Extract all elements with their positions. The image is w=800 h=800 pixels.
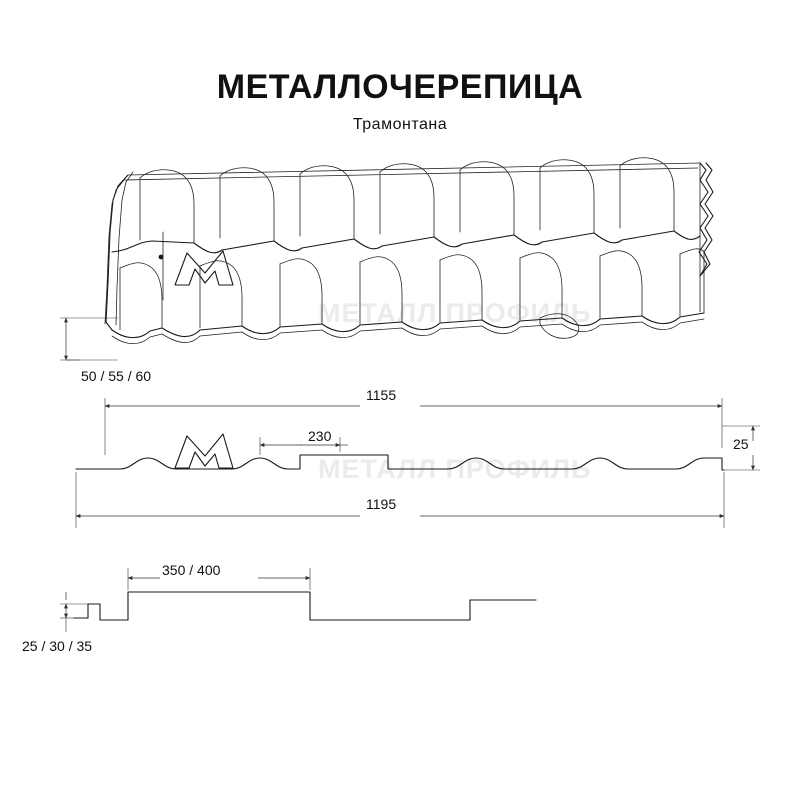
dim-useful-width <box>105 398 722 455</box>
label-profile-height: 50 / 55 / 60 <box>81 368 152 384</box>
label-total-width: 1195 <box>366 496 397 512</box>
watermark <box>175 251 591 484</box>
dim-profile-height <box>60 318 118 360</box>
svg-text:МЕТАЛЛ ПРОФИЛЬ: МЕТАЛЛ ПРОФИЛЬ <box>318 298 592 328</box>
label-wave-pitch: 230 <box>308 428 332 444</box>
isometric-view <box>60 158 713 360</box>
label-step-length: 350 / 400 <box>162 562 221 578</box>
dim-wave-pitch <box>260 437 348 455</box>
dim-step-height <box>60 592 88 632</box>
label-wave-height: 25 <box>733 436 749 452</box>
page-subtitle: Трамонтана <box>352 116 448 133</box>
label-useful-width: 1155 <box>366 387 397 403</box>
label-step-height: 25 / 30 / 35 <box>22 638 93 654</box>
page-title: МЕТАЛЛОЧЕРЕПИЦА <box>216 68 584 106</box>
longitudinal-section-view <box>60 568 536 632</box>
svg-text:МЕТАЛЛ ПРОФИЛЬ: МЕТАЛЛ ПРОФИЛЬ <box>318 454 592 484</box>
